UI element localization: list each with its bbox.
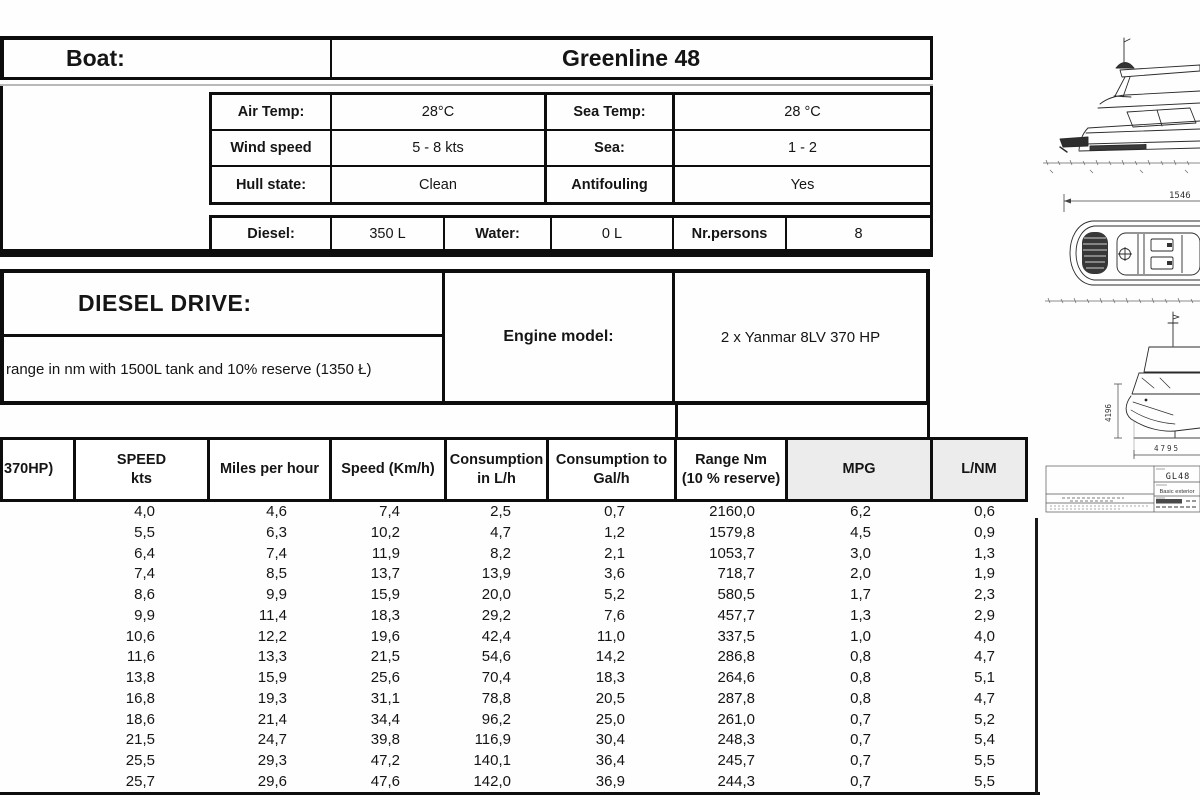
table-cell: 47,6: [370, 772, 400, 790]
range-note: range in nm with 1500L tank and 10% reserve (1350 Ł): [6, 360, 372, 378]
table-cell: 261,0: [717, 710, 755, 728]
boat-name: Greenline 48: [561, 45, 701, 71]
table-cell: 7,4: [379, 503, 400, 520]
diesel-value: 350 L: [332, 218, 445, 249]
col-header-rpm: [3, 440, 76, 499]
table-cell: 36,9: [595, 772, 625, 790]
print-area-right-border: [1035, 518, 1038, 794]
table-row: [0, 544, 1040, 565]
table-cell: 6,2: [850, 503, 871, 520]
table-cell: 39,8: [370, 731, 400, 749]
wind-speed-label: Wind speed: [212, 131, 332, 167]
air-temp-value: 28°C: [332, 95, 547, 131]
table-cell: 21,5: [370, 648, 400, 666]
plan-view-dimension-chain: [1045, 298, 1200, 303]
table-row: [0, 689, 1040, 710]
table-cell: 7,4: [134, 565, 155, 583]
table-cell: 19,6: [370, 627, 400, 645]
table-cell: 13,7: [370, 565, 400, 583]
table-cell: 580,5: [717, 586, 755, 604]
table-cell: 5,4: [974, 731, 995, 749]
table-cell: 245,7: [717, 752, 755, 770]
table-cell: 5,5: [974, 772, 995, 790]
table-cell: 4,5: [850, 523, 871, 541]
diesel-label: Diesel:: [212, 218, 332, 249]
table-cell: 6,3: [266, 523, 287, 541]
table-cell: 286,8: [717, 648, 755, 666]
table-cell: 24,7: [257, 731, 287, 749]
table-cell: 8,6: [134, 586, 155, 604]
table-cell: 1,3: [850, 606, 871, 624]
table-cell: 2,0: [850, 565, 871, 583]
table-cell: 718,7: [717, 565, 755, 583]
table-cell: 1579,8: [709, 523, 755, 541]
left-border: [0, 86, 3, 250]
table-cell: 11,0: [596, 627, 625, 645]
col-header-lnm: [933, 440, 1025, 499]
table-cell: 12,2: [257, 627, 287, 645]
boat-front-view-drawing: [1126, 312, 1200, 438]
table-cell: [0, 772, 76, 793]
table-cell: 25,5: [125, 752, 155, 770]
hull-state-label: Hull state:: [212, 167, 332, 202]
table-cell: 244,3: [717, 772, 755, 790]
title-block-description: Basic exterior: [1159, 489, 1195, 495]
sea-temp-label: Sea Temp:: [547, 95, 675, 131]
table-cell: 34,4: [370, 710, 400, 728]
table-cell: 4,6: [266, 503, 287, 520]
beam-dimension-label: 4795: [1153, 444, 1181, 453]
table-cell: 4,0: [974, 627, 995, 645]
table-cell: 248,3: [717, 731, 755, 749]
table-cell: [0, 523, 76, 544]
table-row: [0, 523, 1040, 544]
table-cell: [0, 544, 76, 565]
table-cell: 0,9: [974, 523, 995, 541]
table-row: [0, 751, 1040, 772]
table-row: [0, 564, 1040, 585]
table-cell: 18,6: [125, 710, 155, 728]
table-cell: [0, 751, 76, 772]
table-cell: [0, 585, 76, 606]
diesel-drive-cell: [0, 269, 445, 405]
table-cell: 5,2: [974, 710, 995, 728]
table-cell: 78,8: [481, 689, 511, 707]
table-cell: [0, 647, 76, 668]
antifouling-label: Antifouling: [547, 167, 675, 202]
table-cell: 13,8: [125, 669, 155, 687]
table-row: [0, 730, 1040, 751]
col-header-mpg: [788, 440, 933, 499]
table-cell: 10,2: [370, 523, 400, 541]
col-header-text: Consumption: [449, 451, 544, 468]
separator-line: [0, 84, 933, 86]
length-dimension-label: 1546: [1169, 191, 1191, 201]
col-header-text: L/NM: [961, 461, 997, 478]
antifouling-value: Yes: [790, 176, 815, 193]
hull-state-value: Clean: [332, 167, 547, 202]
table-cell: 31,1: [370, 689, 400, 707]
table-cell: 5,1: [974, 669, 995, 687]
table-cell: 0,8: [850, 669, 871, 687]
table-row: [0, 502, 1040, 523]
table-cell: 9,9: [266, 586, 287, 604]
table-cell: 1,9: [974, 565, 995, 583]
table-bottom-line: [0, 792, 1040, 795]
table-cell: 29,6: [257, 772, 287, 790]
table-row: [0, 710, 1040, 731]
table-cell: 264,6: [717, 669, 755, 687]
table-cell: 20,0: [481, 586, 511, 604]
sea-temp-value: 28 °C: [675, 95, 930, 131]
table-cell: 54,6: [481, 648, 511, 666]
table-cell: 16,8: [125, 689, 155, 707]
table-cell: 4,7: [490, 523, 511, 541]
border-stub: [675, 405, 678, 437]
table-cell: 13,3: [257, 648, 287, 666]
boat-label: Boat:: [4, 40, 332, 77]
table-cell: 8,5: [266, 565, 287, 583]
water-label: Water:: [445, 218, 552, 249]
boat-side-view-drawing: [1060, 38, 1200, 152]
table-cell: 140,1: [473, 752, 511, 770]
table-cell: 25,6: [370, 669, 400, 687]
table-cell: [0, 689, 76, 710]
conditions-table: [209, 92, 933, 205]
table-cell: 5,5: [134, 523, 155, 541]
side-view-dimension-chain: [1043, 160, 1200, 173]
table-cell: 2,3: [974, 586, 995, 604]
table-cell: [0, 627, 76, 648]
persons-value: 8: [854, 225, 863, 242]
table-cell: 6,4: [134, 544, 155, 562]
table-cell: 287,8: [717, 689, 755, 707]
boat-header-table: [0, 36, 933, 80]
table-cell: 14,2: [595, 648, 625, 666]
table-cell: 8,2: [490, 544, 511, 562]
table-row: [0, 627, 1040, 648]
table-cell: 21,4: [257, 710, 287, 728]
border-stub: [927, 405, 930, 437]
table-cell: 0,7: [850, 731, 871, 749]
air-temp-label: Air Temp:: [212, 95, 332, 131]
table-row: [0, 606, 1040, 627]
table-cell: 2,1: [604, 544, 625, 562]
table-cell: 3,6: [604, 565, 625, 583]
table-cell: 0,8: [850, 648, 871, 666]
table-row: [0, 668, 1040, 689]
table-cell: 20,5: [595, 689, 625, 707]
table-cell: 13,9: [481, 565, 511, 583]
diesel-drive-title: DIESEL DRIVE:: [4, 273, 442, 337]
table-cell: 0,7: [604, 503, 625, 520]
col-header-consumption-galh: [549, 440, 677, 499]
col-header-text: Range Nm: [695, 451, 767, 468]
table-cell: 1,2: [604, 523, 625, 541]
table-cell: 18,3: [370, 606, 400, 624]
table-cell: 1053,7: [709, 544, 755, 562]
table-cell: 4,0: [134, 503, 155, 520]
table-cell: 2,9: [974, 606, 995, 624]
performance-table-body: [0, 502, 1040, 793]
table-cell: 337,5: [717, 627, 755, 645]
table-cell: [0, 710, 76, 731]
table-cell: 0,7: [850, 772, 871, 790]
table-cell: [0, 606, 76, 627]
table-cell: 29,2: [481, 606, 511, 624]
tanks-row: [209, 215, 933, 252]
sea-state-label: Sea:: [547, 131, 675, 167]
table-cell: [0, 564, 76, 585]
col-header-text: in L/h: [477, 470, 516, 487]
col-header-kmh: [332, 440, 447, 499]
table-cell: 1,3: [974, 544, 995, 562]
table-cell: 21,5: [125, 731, 155, 749]
col-header-text: 370HP): [4, 461, 54, 478]
table-cell: 9,9: [134, 606, 155, 624]
height-dimension-label: 4196: [1104, 403, 1113, 423]
table-cell: [0, 730, 76, 751]
table-cell: 11,4: [258, 606, 287, 624]
col-header-text: Miles per hour: [219, 461, 320, 478]
col-header-consumption-lh: [447, 440, 549, 499]
table-cell: 15,9: [257, 669, 287, 687]
col-header-text: (10 % reserve): [681, 470, 781, 487]
table-cell: 2,5: [490, 503, 511, 520]
table-cell: 47,2: [370, 752, 400, 770]
table-cell: 15,9: [370, 586, 400, 604]
table-cell: 70,4: [481, 669, 511, 687]
table-cell: 116,9: [474, 731, 511, 749]
table-cell: 0,6: [974, 503, 995, 520]
col-header-text: SPEED: [116, 451, 167, 468]
wind-speed-value: 5 - 8 kts: [332, 131, 547, 167]
table-cell: 5,5: [974, 752, 995, 770]
table-cell: 457,7: [717, 606, 755, 624]
col-header-text: kts: [131, 470, 152, 487]
table-cell: 5,2: [604, 586, 625, 604]
table-cell: 4,7: [974, 689, 995, 707]
table-cell: 25,7: [125, 772, 155, 790]
table-cell: 0,8: [850, 689, 871, 707]
persons-label: Nr.persons: [674, 218, 787, 249]
table-cell: 30,4: [595, 731, 625, 749]
table-cell: 11,9: [371, 544, 400, 562]
engine-model-label: Engine model:: [445, 269, 675, 405]
col-header-text: Gal/h: [593, 470, 630, 487]
table-cell: 7,4: [266, 544, 287, 562]
table-cell: 42,4: [481, 627, 511, 645]
table-cell: 25,0: [595, 710, 625, 728]
table-cell: 36,4: [595, 752, 625, 770]
table-cell: 10,6: [125, 627, 155, 645]
table-cell: 0,7: [850, 710, 871, 728]
table-cell: 2160,0: [709, 503, 755, 520]
table-cell: 1,0: [850, 627, 871, 645]
engine-model-value: 2 x Yanmar 8LV 370 HP: [675, 269, 930, 405]
table-cell: 7,6: [604, 606, 625, 624]
table-row: [0, 647, 1040, 668]
col-header-text: Speed (Km/h): [341, 461, 435, 478]
table-cell: 18,3: [595, 669, 625, 687]
col-header-speed-kts: [76, 440, 210, 499]
table-cell: 0,7: [850, 752, 871, 770]
table-cell: 29,3: [257, 752, 287, 770]
table-cell: 1,7: [850, 586, 871, 604]
col-header-text: MPG: [842, 461, 876, 478]
boat-plan-view-drawing: [1070, 221, 1200, 285]
performance-table-header: [0, 437, 1028, 502]
section-divider-bar: [0, 249, 933, 257]
water-value: 0 L: [552, 218, 674, 249]
table-cell: 3,0: [850, 544, 871, 562]
table-cell: 142,0: [473, 772, 511, 790]
table-cell: 96,2: [481, 710, 511, 728]
table-row: [0, 585, 1040, 606]
col-header-text: Consumption to: [555, 451, 668, 468]
col-header-range: [677, 440, 788, 499]
table-cell: 11,6: [126, 648, 155, 666]
title-block-model: GL48: [1165, 472, 1191, 482]
sea-state-value: 1 - 2: [675, 131, 930, 167]
col-header-mph: [210, 440, 332, 499]
table-cell: 4,7: [974, 648, 995, 666]
table-cell: [0, 668, 76, 689]
table-row: [0, 772, 1040, 793]
table-cell: [0, 502, 76, 523]
table-cell: 19,3: [257, 689, 287, 707]
boat-technical-drawings: [1030, 0, 1200, 515]
